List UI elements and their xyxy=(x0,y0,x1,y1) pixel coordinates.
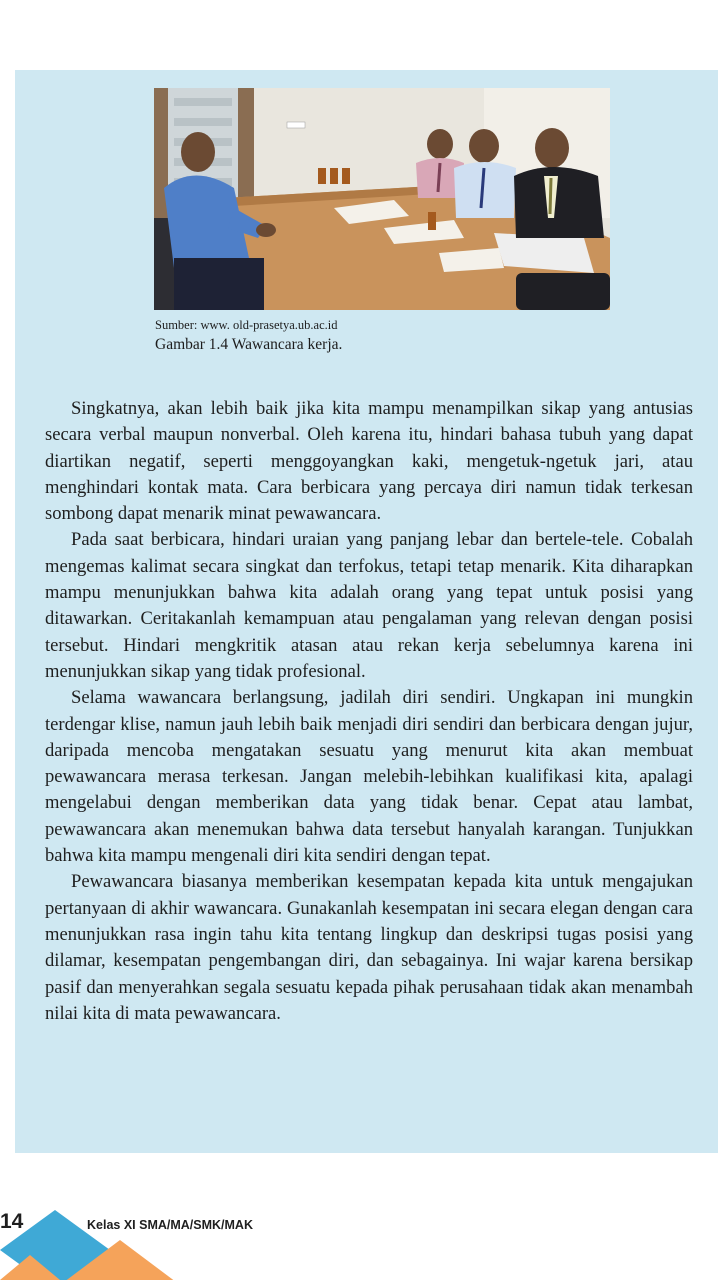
figure-source: Sumber: www. old-prasetya.ub.ac.id xyxy=(155,318,338,332)
book-label: Kelas XI SMA/MA/SMK/MAK xyxy=(87,1218,253,1232)
paragraph-1: Singkatnya, akan lebih baik jika kita mampu menampilkan sikap yang antusias secara verbal maupun nonverbal. Oleh karena itu, hindari bahasa tubuh yang dapat diartikan negatif, seperti menggoyangkan kaki, mengetuk-ngetuk jari, atau menghindari kontak mata. Cara berbicara yang percaya diri namun tidak terkesan sombong dapat menarik minat pewawancara. xyxy=(45,398,693,525)
page-footer xyxy=(0,1190,720,1280)
paragraph-3: Selama wawancara berlangsung, jadilah diri sendiri. Ungkapan ini mungkin terdengar klise, namun jauh lebih baik menjadi diri sendiri dan berbicara dengan jujur, daripada mencoba mengatakan sesuatu yang menurut kita akan membuat pewawancara merasa terkesan. Jangan melebih-lebihkan kualifikasi kita, apalagi mengelabui dengan memberikan data yang tidak benar. Cepat atau lambat, pewawancara akan menemukan bahwa data tersebut hanyalah karangan. Tunjukkan bahwa kita mampu mengenali diri kita sendiri dengan tepat. xyxy=(45,687,693,867)
figure-caption xyxy=(155,317,342,355)
photo-illustration xyxy=(154,88,610,310)
job-interview-photo xyxy=(154,88,610,310)
figure-title: Gambar 1.4 Wawancara kerja. xyxy=(155,336,343,353)
paragraph-4: Pewawancara biasanya memberikan kesempatan kepada kita untuk mengajukan pertanyaan di akhir wawancara. Gunakanlah kesempatan ini secara elegan dengan cara menunjukkan rasa ingin tahu kita tentang lingkup dan deskripsi tugas posisi yang dilamar, kesempatan pengembangan diri, dan sebagainya. Ini wajar karena bersikap pasif dan menyerahkan segala sesuatu kepada pihak perusahaan tidak akan menambah nilai kita di mata pewawancara. xyxy=(45,871,693,1024)
footer-decoration xyxy=(0,1190,720,1280)
paragraph-2: Pada saat berbicara, hindari uraian yang panjang lebar dan bertele-tele. Cobalah mengemas kalimat secara singkat dan terfokus, tetapi tetap menarik. Kita diharapkan mampu menunjukkan bahwa kita adalah orang yang tepat untuk posisi yang ditawarkan. Ceritakanlah kemampuan atau pengalaman yang relevan dengan posisi tersebut. Hindari mengkritik atasan atau rekan kerja sebelumnya karena ini menunjukkan sikap yang tidak profesional. xyxy=(45,529,693,682)
body-text xyxy=(45,396,693,1027)
page-number: 14 xyxy=(0,1210,24,1233)
